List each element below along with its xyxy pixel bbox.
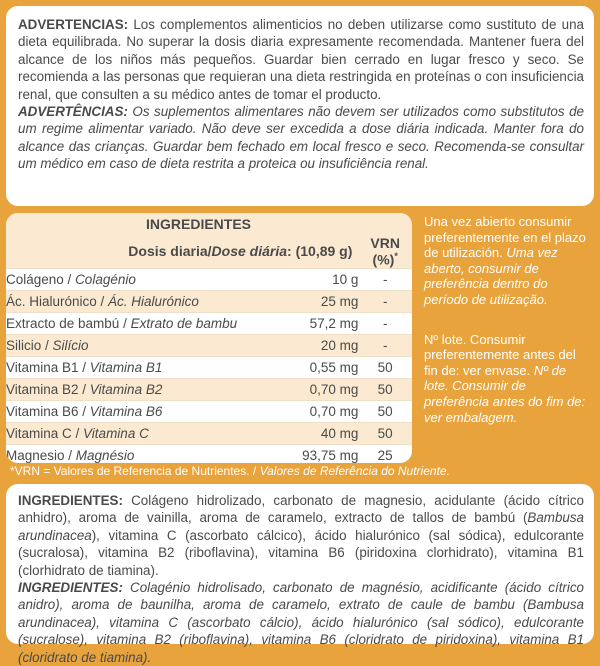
nutrient-vrn: 50 — [358, 356, 412, 378]
nutrient-vrn: - — [358, 290, 412, 312]
nutrient-vrn: 50 — [358, 378, 412, 400]
nutrient-name: Magnesio / Magnésio — [6, 444, 272, 463]
warnings-es-heading: ADVERTENCIAS: — [18, 17, 129, 32]
warnings-pt-text: Os suplementos alimentares não devem ser utilizados como substitutos de um regime alimentar variado. Não deve ser excedida a dose diária indicada. Manter fora do alcance das crianças. Guardar bem fechado em local fresco e seco. Recomenda-se consultar um médico em caso de dieta restrita a proteica ou insuficiência renal. — [18, 104, 584, 172]
nutrient-vrn: - — [358, 312, 412, 334]
nutrient-vrn: 25 — [358, 444, 412, 463]
nutrient-vrn: 50 — [358, 400, 412, 422]
dose-header-amount: : (10,89 g) — [287, 243, 353, 260]
warnings-pt — [18, 103, 584, 173]
nutrient-amount: 57,2 mg — [272, 312, 359, 334]
nutrient-amount: 40 mg — [272, 422, 359, 444]
side-notes — [424, 214, 592, 439]
nutrient-name: Colágeno / Colagénio — [6, 268, 272, 290]
nutrition-table — [6, 213, 412, 463]
table-row — [6, 290, 412, 312]
warnings-es — [18, 16, 584, 103]
nutrient-amount: 0,55 mg — [272, 356, 359, 378]
table-row — [6, 334, 412, 356]
nutrient-amount: 93,75 mg — [272, 444, 359, 463]
warnings-panel — [6, 6, 594, 206]
warnings-es-text: Los complementos alimenticios no deben utilizarse como sustituto de una dieta equilibrada. No superar la dosis diaria expresamente recomendada. Mantener fuera del alcance de los niños más pequeños. Guardar bien cerrado en lugar fresco y seco. Se recomienda a las personas que requieran una dieta restringida en proteínas o con insuficiencia renal, que consulten a su médico antes de tomar el producto. — [18, 17, 584, 102]
warnings-pt-heading: ADVERTÊNCIAS: — [18, 104, 128, 120]
ingredients-es: INGREDIENTES: Colágeno hidrolizado, carbonato de magnesio, acidulante (ácido cítrico anhidro), aroma de vainilla, aroma de caramelo, extracto de tallos de bambú (Bambusa arundinacea), vitamina C (ascorbato cálcico), ácido hialurónico (sal sódica), edulcorante (sucralosa), vitamina B2 (riboflavina), vitamina B6 (piridoxina clorhidrato), vitamina B1 (clorhidrato de tiamina). — [18, 493, 584, 578]
nutrient-amount: 0,70 mg — [272, 378, 359, 400]
table-row — [6, 422, 412, 444]
nutrient-name: Extracto de bambú / Extrato de bambu — [6, 312, 272, 334]
nutrient-name: Vitamina C / Vitamina C — [6, 422, 272, 444]
nutrient-vrn: - — [358, 268, 412, 290]
table-row — [6, 312, 412, 334]
dose-header-pt: Dose diária — [211, 243, 288, 260]
table-row — [6, 356, 412, 378]
ingredients-panel — [6, 484, 594, 665]
nutrition-title: INGREDIENTES — [6, 213, 412, 235]
lot-note: Nº lote. Consumir preferentemente antes del fin de: ver envase. Nº de lote. Consumir de preferência antes do fim de: ver embalagem. — [424, 331, 586, 425]
ingredients-pt-heading: INGREDIENTES: — [18, 580, 123, 596]
nutrient-vrn: - — [358, 334, 412, 356]
nutrition-table-panel — [6, 213, 412, 463]
ingredients-pt: INGREDIENTES: Colagénio hidrolisado, carbonato de magnésio, acidificante (ácido cítrico anidro), aroma de baunilha, aroma de caramelo, extrato de caule de bambu (Bambusa arundinacea), vitamina C (ascorbato cálcio), ácido hialurónico (sal sódico), edulcorante (sucralose), vitamina B2 (riboflavina), vitamina B6 (cloridrato de piridoxina), vitamina B1 (cloridrato de tiamina). — [18, 580, 584, 665]
nutrient-name: Ác. Hialurónico / Ác. Hialurónico — [6, 290, 272, 312]
dose-header — [6, 235, 358, 268]
nutrient-name: Vitamina B6 / Vitamina B6 — [6, 400, 272, 422]
nutrient-amount: 20 mg — [272, 334, 359, 356]
nutrient-name: Vitamina B1 / Vitamina B1 — [6, 356, 272, 378]
nutrient-name: Vitamina B2 / Vitamina B2 — [6, 378, 272, 400]
nutrient-amount: 10 g — [272, 268, 359, 290]
ingredients-es-heading: INGREDIENTES: — [18, 493, 123, 508]
vrn-footnote: *VRN = Valores de Referencia de Nutrientes. / Valores de Referência do Nutriente. — [10, 464, 450, 478]
table-row — [6, 268, 412, 290]
nutrient-amount: 25 mg — [272, 290, 359, 312]
nutrient-name: Silicio / Silício — [6, 334, 272, 356]
open-note: Una vez abierto consumir preferentemente en el plazo de utilización. Uma vez aberto, consumir de preferência dentro do período de utilização. — [424, 214, 586, 307]
table-row — [6, 400, 412, 422]
table-row — [6, 378, 412, 400]
dose-header-es: Dosis diaria/ — [128, 243, 212, 260]
table-row — [6, 444, 412, 463]
nutrient-vrn: 50 — [358, 422, 412, 444]
nutrient-amount: 0,70 mg — [272, 400, 359, 422]
vrn-header: VRN (%)* — [358, 235, 412, 268]
